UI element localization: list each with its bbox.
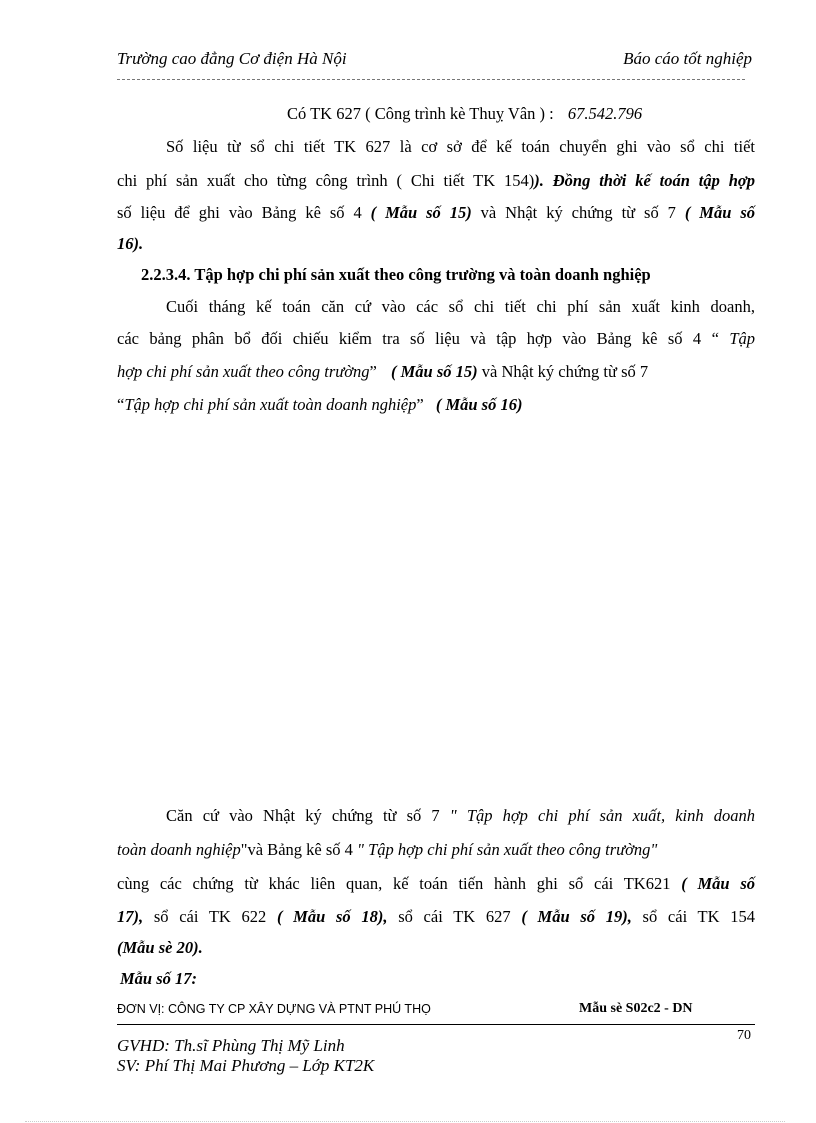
co-tk-label: Có TK 627 ( Công trình kè Thuỵ Vân ) : xyxy=(287,104,554,123)
p2-line-3: hợp chi phí sản xuất theo công trường” ( Mẫu số 15) và Nhật ký chứng từ số 7 xyxy=(117,362,649,381)
p3-line-4: 17), sổ cái TK 622 ( Mẫu số 18), sổ cái TK 627 ( Mẫu số 19), sổ cái TK 154 xyxy=(117,907,755,926)
p1-line-3: số liệu để ghi vào Bảng kê số 4 ( Mẫu số 15) và Nhật ký chứng từ số 7 ( Mẫu số xyxy=(117,203,755,222)
header-school: Trường cao đẳng Cơ điện Hà Nội xyxy=(117,49,347,68)
page-bottom-edge xyxy=(25,1121,785,1122)
p2-line-1: Cuối tháng kế toán căn cứ vào các sổ chi tiết chi phí sản xuất kinh doanh, xyxy=(166,297,755,316)
p2-line-4: “Tập hợp chi phí sản xuất toàn doanh nghiệp” ( Mẫu số 16) xyxy=(117,395,523,414)
footer-gvhd: GVHD: Th.sĩ Phùng Thị Mỹ Linh xyxy=(117,1036,345,1055)
co-tk-line xyxy=(287,104,642,124)
mau-se-label: Mẫu sè S02c2 - DN xyxy=(579,1001,693,1016)
footer-sv: SV: Phí Thị Mai Phương – Lớp KT2K xyxy=(117,1056,375,1075)
don-vi-label: ĐƠN VỊ: CÔNG TY CP XÂY DỰNG VÀ PTNT PHÚ THỌ xyxy=(117,1002,431,1016)
mau-so-17-label: Mẫu số 17: xyxy=(120,969,198,988)
p3-line-1: Căn cứ vào Nhật ký chứng từ số 7 " Tập hợp chi phí sản xuất, kinh doanh xyxy=(166,806,755,825)
header-report: Báo cáo tốt nghiệp xyxy=(623,49,752,68)
p3-line-5: (Mẫu sè 20). xyxy=(117,938,203,957)
p3-line-3: cùng các chứng từ khác liên quan, kế toán tiến hành ghi sổ cái TK621 ( Mẫu số xyxy=(117,874,756,893)
p1-line-4: 16). xyxy=(117,234,144,253)
page-number: 70 xyxy=(737,1028,751,1043)
header-divider xyxy=(117,79,745,80)
p1-line-1: Số liệu từ sổ chi tiết TK 627 là cơ sở để kế toán chuyển ghi vào sổ chi tiết xyxy=(166,137,755,156)
co-tk-value: 67.542.796 xyxy=(567,104,643,123)
p1-line-2: chi phí sản xuất cho từng công trình ( Chi tiết TK 154)). Đồng thời kế toán tập hợp xyxy=(117,171,755,190)
p3-line-2: toàn doanh nghiệp"và Bảng kê số 4 " Tập hợp chi phí sản xuất theo công trường" xyxy=(117,840,658,859)
p2-line-2: các bảng phân bổ đối chiếu kiểm tra số liệu và tập hợp vào Bảng kê số 4 “ Tập xyxy=(117,329,755,348)
section-heading: 2.2.3.4. Tập hợp chi phí sản xuất theo công trường và toàn doanh nghiệp xyxy=(141,265,651,284)
footer-rule xyxy=(117,1024,755,1025)
